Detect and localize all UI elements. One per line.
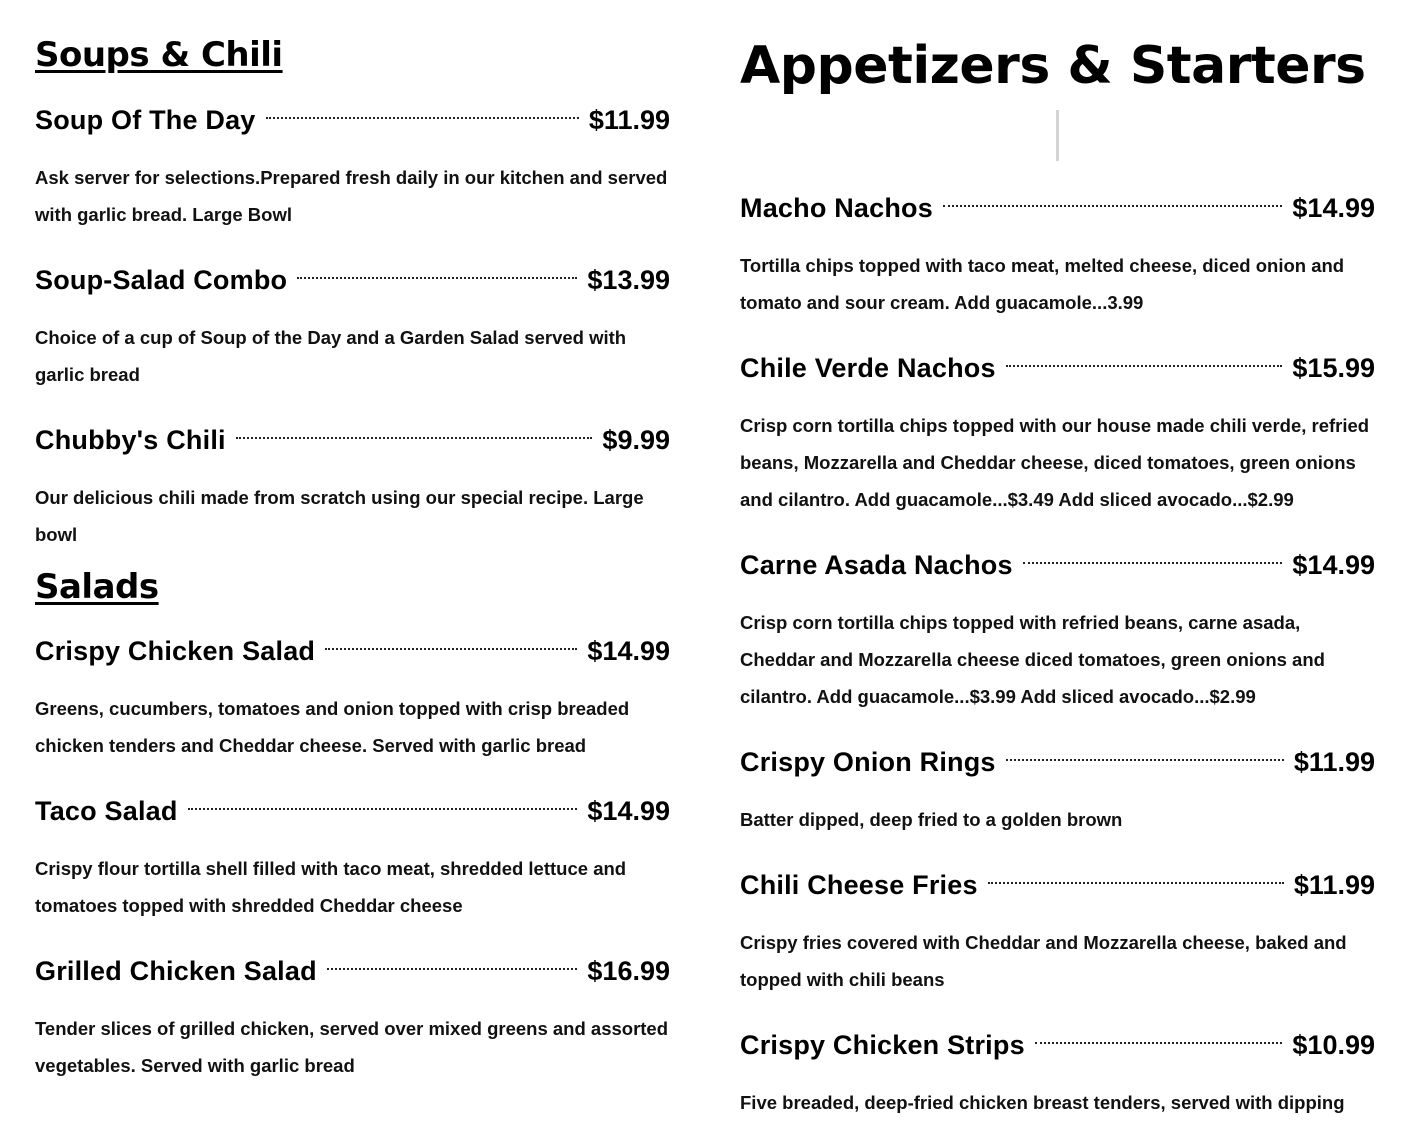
item-price: $11.99 (1293, 869, 1375, 900)
item-price: $14.99 (1292, 192, 1375, 223)
menu-item-carne-asada-nachos (740, 545, 1375, 585)
menu-item-grilled-chicken-salad (35, 951, 670, 991)
item-description: Tortilla chips topped with taco meat, melted cheese, diced onion and tomato and sour cream. Add guacamole...3.99 (740, 255, 1345, 313)
dotted-leader (1006, 365, 1283, 367)
menu-item-macho-nachos (740, 188, 1375, 228)
menu-item-chubbys-chili (35, 420, 670, 460)
menu-item-crispy-chicken-strips (740, 1025, 1375, 1065)
item-description: Five breaded, deep-fried chicken breast tenders, served with dipping (740, 1092, 1345, 1113)
vertical-divider (1056, 110, 1059, 161)
dotted-leader (1035, 1042, 1283, 1044)
item-name: Carne Asada Nachos (740, 549, 1013, 580)
dotted-leader (1023, 562, 1283, 564)
dotted-leader (297, 277, 577, 279)
item-price: $13.99 (587, 264, 670, 295)
item-price: $10.99 (1292, 1029, 1375, 1060)
item-description: Crispy fries covered with Cheddar and Mozzarella cheese, baked and topped with chili beans (740, 932, 1347, 990)
dotted-leader (188, 808, 578, 810)
item-name: Chili Cheese Fries (740, 869, 978, 900)
menu-item-crispy-onion-rings (740, 742, 1375, 782)
item-price: $14.99 (587, 635, 670, 666)
item-name: Chubby's Chili (35, 424, 226, 455)
item-description: Greens, cucumbers, tomatoes and onion topped with crisp breaded chicken tenders and Cheddar cheese. Served with garlic bread (35, 698, 630, 756)
item-price: $9.99 (602, 424, 670, 455)
item-price: $16.99 (587, 955, 670, 986)
menu-item-chile-verde-nachos (740, 348, 1375, 388)
item-name: Taco Salad (35, 795, 178, 826)
dotted-leader (1006, 759, 1284, 761)
appetizers-section-title: Appetizers & Starters (740, 36, 1366, 96)
item-price: $15.99 (1292, 352, 1375, 383)
item-name: Crispy Onion Rings (740, 746, 996, 777)
item-price: $11.99 (588, 104, 670, 135)
item-description: Crisp corn tortilla chips topped with our house made chili verde, refried beans, Mozzarella and Cheddar cheese, diced tomatoes, green onions and cilantro. Add guacamole...$3.49 Add sliced avocado...$2.99 (740, 415, 1370, 510)
item-name: Macho Nachos (740, 192, 933, 223)
item-price: $14.99 (1292, 549, 1375, 580)
menu-item-crispy-chicken-salad (35, 631, 670, 671)
item-price: $11.99 (1293, 746, 1375, 777)
item-name: Crispy Chicken Salad (35, 635, 316, 666)
item-name: Soup Of The Day (35, 104, 256, 135)
menu-item-chili-cheese-fries (740, 865, 1375, 905)
item-description: Crispy flour tortilla shell filled with taco meat, shredded lettuce and tomatoes topped with shredded Cheddar cheese (35, 858, 627, 916)
soups-section-title: Soups & Chili (35, 35, 283, 75)
item-price: $14.99 (587, 795, 670, 826)
menu-item-soup-of-the-day (35, 100, 670, 140)
dotted-leader (236, 437, 593, 439)
dotted-leader (266, 117, 579, 119)
item-description: Crisp corn tortilla chips topped with refried beans, carne asada, Cheddar and Mozzarella cheese diced tomatoes, green onions and cilantro. Add guacamole...$3.99 Add sliced avocado...$2.99 (740, 612, 1325, 707)
dotted-leader (943, 205, 1282, 207)
menu-item-taco-salad (35, 791, 670, 831)
item-name: Soup-Salad Combo (35, 264, 288, 295)
item-name: Crispy Chicken Strips (740, 1029, 1025, 1060)
item-description: Batter dipped, deep fried to a golden brown (740, 809, 1123, 830)
item-description: Choice of a cup of Soup of the Day and a Garden Salad served with garlic bread (35, 327, 627, 385)
dotted-leader (988, 882, 1284, 884)
item-description: Ask server for selections.Prepared fresh daily in our kitchen and served with garlic bread. Large Bowl (35, 167, 668, 225)
dotted-leader (325, 648, 577, 650)
item-name: Grilled Chicken Salad (35, 955, 317, 986)
salads-section-title: Salads (35, 567, 159, 607)
dotted-leader (327, 968, 578, 970)
item-description: Our delicious chili made from scratch using our special recipe. Large bowl (35, 487, 644, 545)
menu-item-soup-salad-combo (35, 260, 670, 300)
item-name: Chile Verde Nachos (740, 352, 996, 383)
item-description: Tender slices of grilled chicken, served over mixed greens and assorted vegetables. Served with garlic bread (35, 1018, 669, 1076)
